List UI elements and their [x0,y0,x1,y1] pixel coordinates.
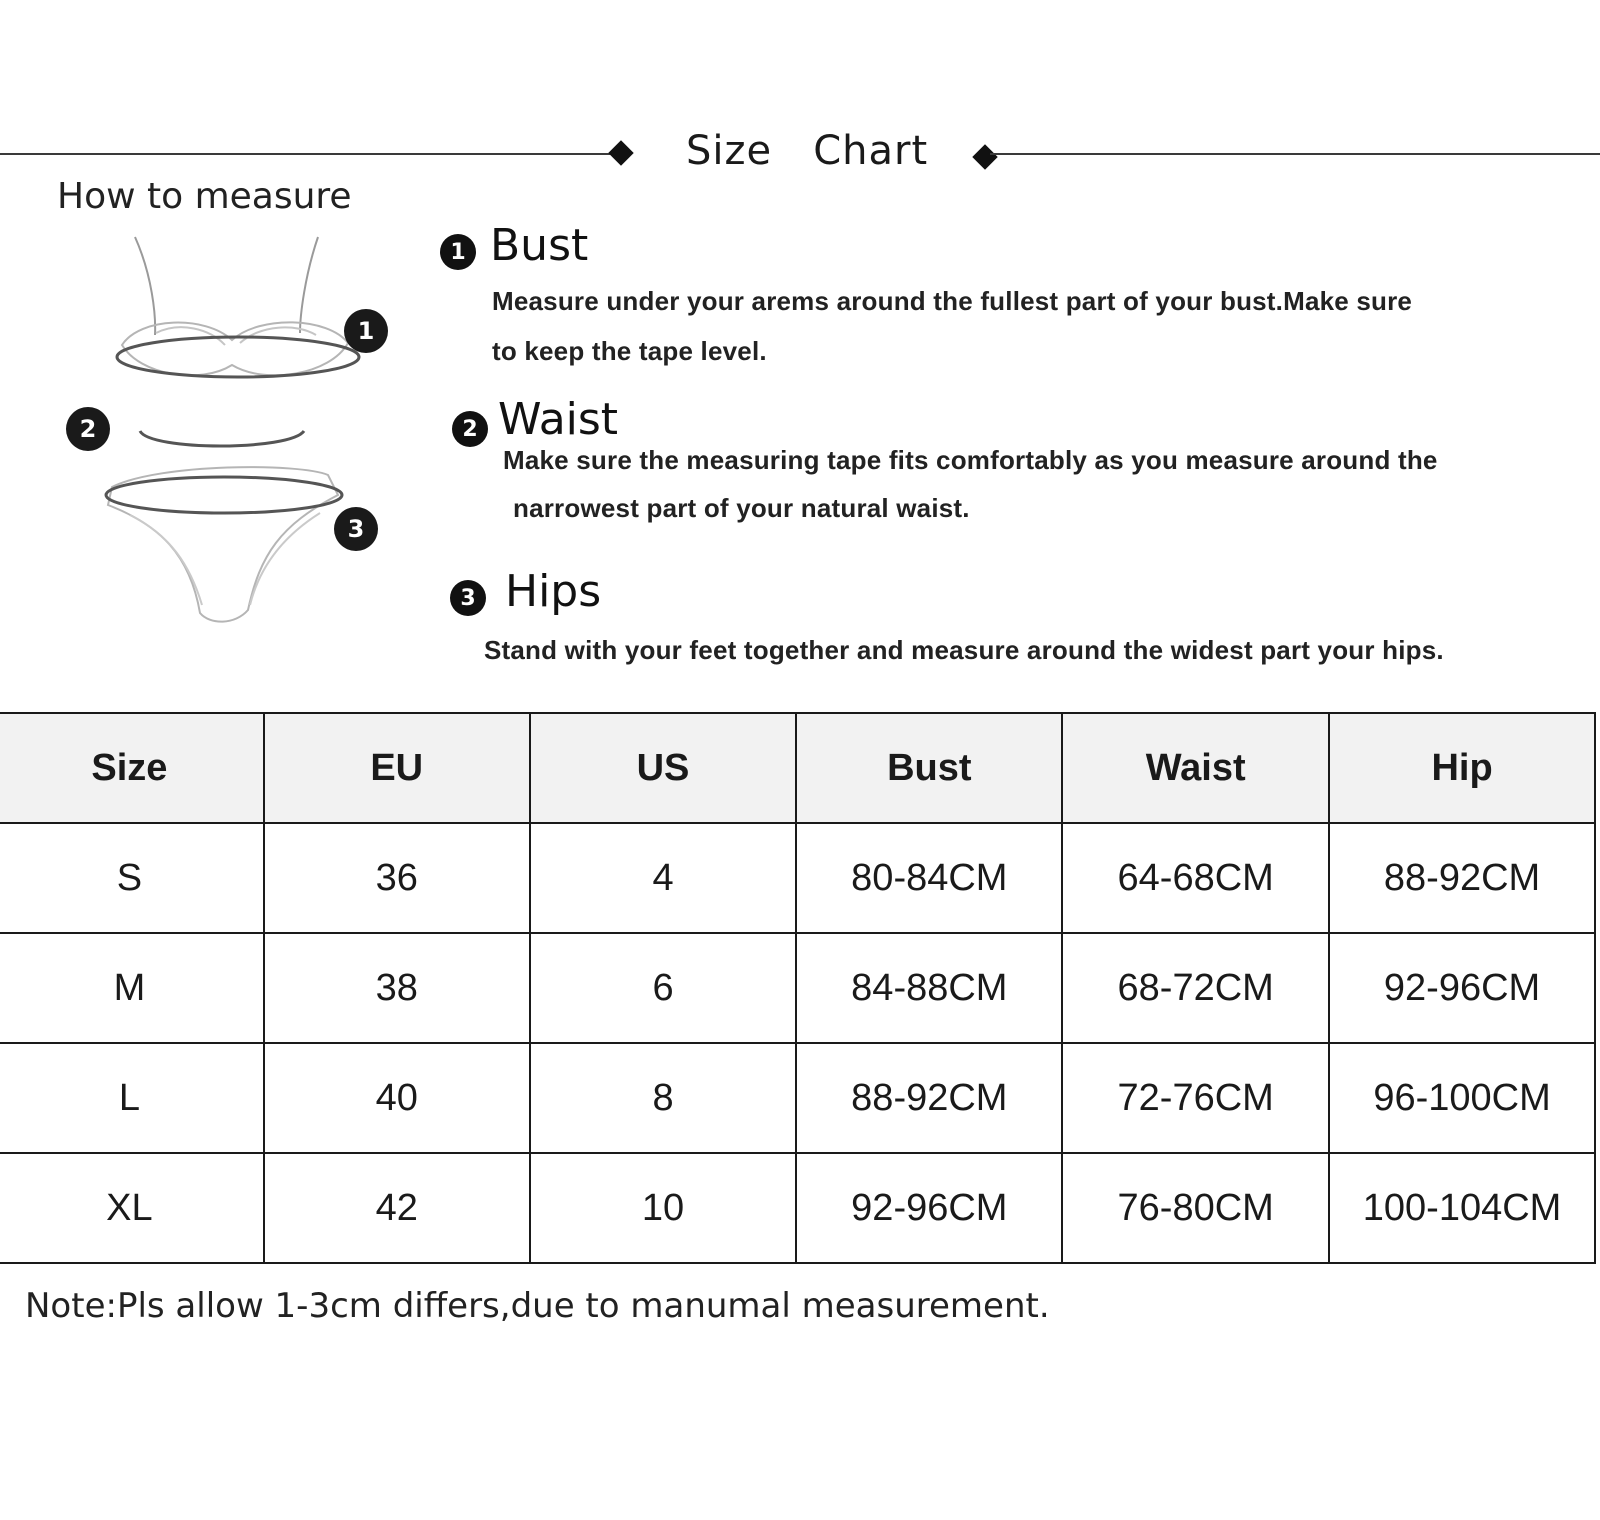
header-us: US [530,713,797,823]
table-row [0,1043,1595,1153]
cell-eu: 42 [264,1153,530,1263]
cell-hip: 100-104CM [1329,1153,1595,1263]
hips-description [484,625,1444,675]
hips-heading: Hips [505,566,602,617]
bikini-sketch-icon [60,225,400,645]
waist-description [503,436,1438,532]
table-row [0,823,1595,933]
size-table [0,712,1596,1264]
cell-us: 6 [530,933,797,1043]
cell-waist: 68-72CM [1062,933,1329,1043]
cell-us: 4 [530,823,797,933]
bust-description [492,276,1412,376]
bust-number-badge: 1 [440,234,476,270]
page-title: Size Chart [686,128,929,174]
bust-description-line1: Measure under your arems around the fullest part of your bust.Make sure [492,286,1413,316]
how-to-measure-label: How to measure [57,176,352,217]
cell-bust: 84-88CM [796,933,1062,1043]
cell-bust: 92-96CM [796,1153,1062,1263]
cell-hip: 88-92CM [1329,823,1595,933]
cell-size: L [0,1043,264,1153]
cell-us: 10 [530,1153,797,1263]
bust-heading: Bust [490,220,589,271]
table-row [0,933,1595,1043]
title-rule-left [0,153,612,155]
waist-number-badge: 2 [452,411,488,447]
marker-3-badge: 3 [334,507,378,551]
header-size: Size [0,713,264,823]
title-rule-right [990,153,1600,155]
measurement-note: Note:Pls allow 1-3cm differs,due to manumal measurement. [25,1286,1050,1326]
header-hip: Hip [1329,713,1595,823]
table-header-row [0,713,1595,823]
cell-bust: 88-92CM [796,1043,1062,1153]
header-bust: Bust [796,713,1062,823]
hips-description-line1: Stand with your feet together and measure around the widest part your hips. [484,635,1444,665]
cell-eu: 36 [264,823,530,933]
hips-number-badge: 3 [450,580,486,616]
cell-bust: 80-84CM [796,823,1062,933]
cell-size: S [0,823,264,933]
cell-eu: 40 [264,1043,530,1153]
marker-1-badge: 1 [344,309,388,353]
cell-eu: 38 [264,933,530,1043]
measure-illustration [60,225,400,645]
marker-2-badge: 2 [66,407,110,451]
cell-hip: 96-100CM [1329,1043,1595,1153]
waist-heading: Waist [498,394,619,445]
cell-waist: 64-68CM [1062,823,1329,933]
waist-description-line1: Make sure the measuring tape fits comfortably as you measure around the [503,445,1438,475]
waist-description-line2: narrowest part of your natural waist. [513,493,970,523]
cell-waist: 72-76CM [1062,1043,1329,1153]
cell-size: XL [0,1153,264,1263]
diamond-right-icon [972,144,997,169]
diamond-left-icon [608,140,633,165]
cell-waist: 76-80CM [1062,1153,1329,1263]
cell-size: M [0,933,264,1043]
header-eu: EU [264,713,530,823]
cell-us: 8 [530,1043,797,1153]
cell-hip: 92-96CM [1329,933,1595,1043]
header-waist: Waist [1062,713,1329,823]
bust-description-line2: to keep the tape level. [492,336,767,366]
table-row [0,1153,1595,1263]
